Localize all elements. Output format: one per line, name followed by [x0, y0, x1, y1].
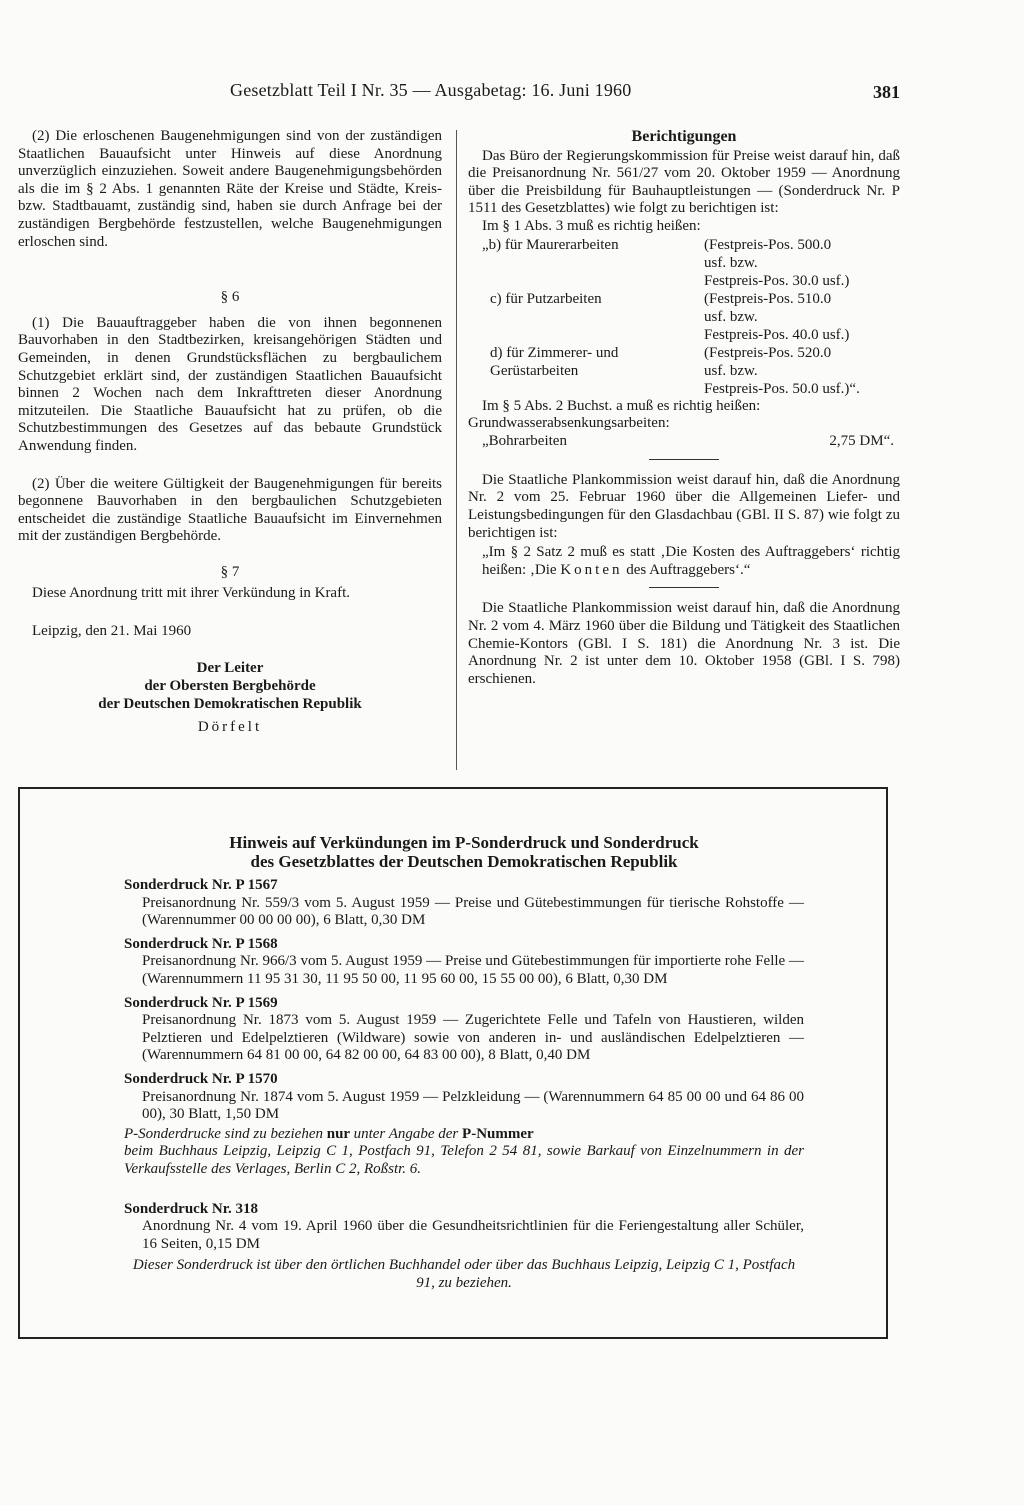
table-row [468, 290, 900, 344]
signature-block [18, 659, 442, 713]
correction-value [704, 236, 900, 290]
item-heading: Sonderdruck Nr. P 1567 [124, 877, 278, 893]
notice-title-line-1: Hinweis auf Verkündungen im P-Sonderdruck und Sonderdruck [229, 833, 699, 852]
correction-key: d) für Zimmerer- und Gerüstarbeiten [490, 344, 619, 379]
item-heading: Sonderdruck Nr. P 1569 [124, 994, 278, 1011]
ordering-note-text: P-Sonderdrucke sind zu beziehen [124, 1125, 323, 1142]
notice-content [124, 833, 804, 1292]
signer-name: Dörfelt [197, 718, 263, 735]
place-date: Leipzig, den 21. Mai 1960 [32, 623, 192, 640]
correction-value [704, 290, 900, 344]
item-body: Preisanordnung Nr. 559/3 vom 5. August 1959 — Preise und Gütebestimmungen für tierische Rohstoffe — (Warennummer 00 00 00 00), 6 Blatt, 0,30 DM [142, 894, 804, 929]
notice-box [18, 787, 888, 1339]
item-body: Preisanordnung Nr. 1873 vom 5. August 1959 — Zugerichtete Felle und Tafeln von Haustieren, wilden Pelztieren und Edelpelztieren (Wildware) sowie von anderen in- und ausländischen Edelpelztieren — (Warennummern 64 81 00 00, 64 82 00 00, 64 83 00 00), 8 Blatt, 0,40 DM [142, 1012, 804, 1064]
correction-value-line: usf. bzw. [704, 254, 758, 271]
section-7-heading: § 7 [220, 563, 240, 580]
ordering-note-emphasis: P-Nummer [458, 1125, 534, 1142]
correction-value-line: (Festpreis-Pos. 510.0 [704, 290, 832, 307]
sonderdruck-note: Dieser Sonderdruck ist über den örtlichen Buchhandel oder über das Buchhaus Leipzig, Leipzig C 1, Postfach 91, zu beziehen. [132, 1257, 796, 1291]
item-body: Preisanordnung Nr. 1874 vom 5. August 1959 — Pelzkleidung — (Warennummern 64 85 00 00 und 64 86 00 00), 30 Blatt, 1,50 DM [142, 1088, 804, 1123]
separator-rule [649, 587, 719, 588]
table-row [468, 344, 900, 398]
section-6-paragraph-2: (2) Über die weitere Gültigkeit der Baugenehmigungen für bereits begonnene Bauvorhaben in den bergbaulichen Schutzgebieten entscheidet die zuständige Staatliche Bauaufsicht im Einvernehmen mit der zuständigen Bergbehörde. [18, 475, 442, 545]
ordering-address: beim Buchhaus Leipzig, Leipzig C 1, Postfach 91, Telefon 2 54 81, sowie Barkauf von Einzelnummern in der Verkaufsstelle des Verlages, Berlin C 2, Roßstr. 6. [124, 1143, 804, 1177]
quote-text-start: „Im § 2 Satz 2 muß es statt ‚Die Kosten des Auftraggebers‘ richtig heißen: ‚Die [482, 544, 900, 578]
table-row [468, 236, 900, 290]
item-heading: Sonderdruck Nr. P 1570 [124, 1070, 278, 1087]
notice-title-line-2: des Gesetzblattes der Deutschen Demokratischen Republik [250, 852, 678, 871]
list-item [124, 877, 804, 930]
correction-value-line: usf. bzw. [704, 362, 758, 379]
corrections-intro: Das Büro der Regierungskommission für Preise weist darauf hin, daß die Preisanordnung Nr. 561/27 vom 20. Oktober 1959 — Anordnung über die Preisbildung für Bauhauptleistungen — (Sonderdruck Nr. P 1511 des Gesetzblattes) wie folgt zu berichtigen ist: [468, 147, 900, 217]
signature-line-3: der Deutschen Demokratischen Republik [98, 695, 362, 712]
item-heading: Sonderdruck Nr. P 1568 [124, 935, 278, 952]
correction-value-line: (Festpreis-Pos. 520.0 [704, 344, 832, 361]
quote-text-end: des Auftraggebers‘.“ [622, 561, 751, 578]
section-6-paragraph-1: (1) Die Bauauftraggeber haben die von ihnen begonnenen Bauvorhaben in den Stadtbezirken, kreisangehörigen Städten und Gemeinden, in denen Grundstücksflächen zu bergbaulichem Schutzgebiet erklärt sind, der zuständigen Staatlichen Bauaufsicht binnen 2 Wochen nach dem Inkrafttreten dieser Anordnung mitzuteilen. Die Staatliche Bauaufsicht hat zu prüfen, ob die Schutzbestimmungen des Gesetzes auf das bebaute Grundstück Anwendung finden. [18, 314, 442, 454]
list-item [124, 1071, 804, 1124]
signature-line-1: Der Leiter [196, 659, 264, 676]
page-header [230, 80, 900, 110]
header-title: Gesetzblatt Teil I Nr. 35 — Ausgabetag: 16. Juni 1960 [230, 80, 632, 100]
correction-line-1: Im § 1 Abs. 3 muß es richtig heißen: [482, 217, 701, 234]
quoted-correction [468, 544, 900, 579]
paragraph-erloschene-baugenehmigungen: (2) Die erloschenen Baugenehmigungen sind von der zuständigen Staatlichen Bauaufsicht unter Hinweis auf diese Anordnung unverzüglich einzuziehen. Soweit andere Baugenehmigungsbehörden als die im § 2 Abs. 1 genannten Räte der Kreise und Städte, Kreis- bzw. Stadtbauamt, zuständig sind, haben sie durch Anfrage bei der zuständigen Bergbehörde festzustellen, welche Baugenehmigungen erloschen sind. [18, 128, 442, 250]
item-body: Anordnung Nr. 4 vom 19. April 1960 über die Gesundheitsrichtlinien für die Feriengestaltung aller Schüler, 16 Seiten, 0,15 DM [142, 1218, 804, 1252]
correction-value-line: Festpreis-Pos. 50.0 usf.)“. [704, 380, 860, 397]
correction-line-2: Im § 5 Abs. 2 Buchst. a muß es richtig heißen: [482, 397, 761, 414]
correction-value [704, 344, 900, 398]
section-7-paragraph: Diese Anordnung tritt mit ihrer Verkündung in Kraft. [32, 585, 351, 602]
plankommission-paragraph-1: Die Staatliche Plankommission weist darauf hin, daß die Anordnung Nr. 2 vom 25. Februar 1960 über die Allgemeinen Liefer- und Leistungsbedingungen für den Glasdachbau (GBl. II S. 87) wie folgt zu berichtigen ist: [468, 471, 900, 541]
correction-value-line: Festpreis-Pos. 40.0 usf.) [704, 326, 850, 343]
separator-rule [649, 459, 719, 460]
correction-key: c) für Putzarbeiten [490, 290, 602, 307]
item-body: Preisanordnung Nr. 966/3 vom 5. August 1959 — Preise und Gütebestimmungen für importierte rohe Felle — (Warennummern 11 95 31 30, 11 95 50 00, 11 95 60 00, 15 55 00 00), 6 Blatt, 0,30 DM [142, 953, 804, 987]
ordering-note-text: unter Angabe der [353, 1125, 459, 1142]
bohrarbeiten-row [468, 433, 900, 451]
list-item [124, 936, 804, 989]
correction-value-line: usf. bzw. [704, 308, 758, 325]
bohrarbeiten-label: „Bohrarbeiten [482, 432, 567, 449]
ordering-note [124, 1126, 804, 1144]
list-item [124, 1201, 804, 1254]
item-heading: Sonderdruck Nr. 318 [124, 1200, 259, 1217]
ordering-note-emphasis: nur [322, 1125, 354, 1142]
left-column [18, 128, 442, 736]
column-divider [456, 130, 457, 770]
section-6-heading: § 6 [220, 289, 240, 306]
signature-line-2: der Obersten Bergbehörde [144, 677, 316, 694]
correction-value-line: (Festpreis-Pos. 500.0 [704, 236, 832, 253]
plankommission-paragraph-2: Die Staatliche Plankommission weist darauf hin, daß die Anordnung Nr. 2 vom 4. März 1960 über die Bildung und Tätigkeit des Staatlichen Chemie-Kontors (GBl. I S. 181) die Anordnung Nr. 3 ist. Die Anordnung Nr. 2 ist unter dem 10. Oktober 1958 (GBl. I S. 798) erschienen. [468, 600, 900, 687]
correction-key: „b) für Maurerarbeiten [482, 236, 619, 253]
quote-text-spaced: Konten [560, 561, 623, 578]
bohrarbeiten-value: 2,75 DM“. [829, 432, 894, 449]
correction-value-line: Festpreis-Pos. 30.0 usf.) [704, 272, 850, 289]
correction-line-3: Grundwasserabsenkungsarbeiten: [468, 415, 670, 432]
corrections-title: Berichtigungen [631, 128, 737, 145]
page-number: 381 [873, 82, 900, 102]
list-item [124, 995, 804, 1065]
right-column [468, 128, 900, 688]
correction-table [468, 236, 900, 398]
